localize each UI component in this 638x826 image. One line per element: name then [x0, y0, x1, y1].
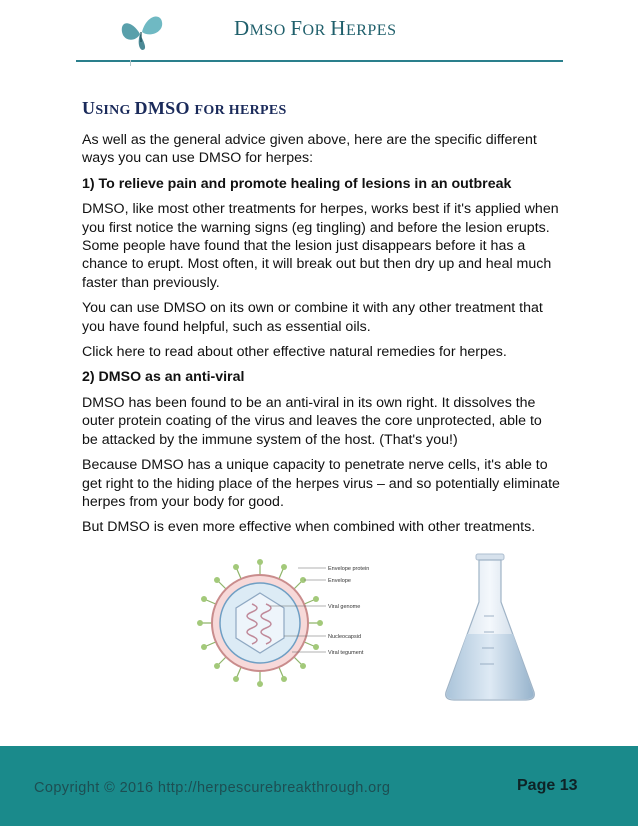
page-footer — [0, 746, 638, 826]
page-number: Page 13 — [517, 777, 578, 794]
header-rule-tick — [130, 60, 131, 66]
virus-diagram-icon — [200, 556, 370, 690]
page-content — [82, 98, 560, 544]
intro-paragraph: As well as the general advice given above, here are the specific different ways you can use DMSO for herpes: — [82, 132, 537, 167]
page-header — [0, 0, 638, 66]
virus-label-viral-tegument: Viral tegument — [328, 650, 364, 656]
virus-label-envelope: Envelope — [328, 578, 351, 584]
paragraph-anti-viral: DMSO has been found to be an anti-viral in its own right. It dissolves the outer protein coating of the virus and leaves the core unprotected, able to be attacked by the immune system of the host. (That's you!) — [82, 394, 542, 448]
subheading-pain-relief: 1) To relieve pain and promote healing of lesions in an outbreak — [82, 175, 512, 192]
paragraph-apply-early: DMSO, like most other treatments for herpes, works best if it's applied when you first notice the warning signs (eg tingling) and before the lesion erupts. Some people have found that the lesion just disappears before it has a chance to erupt. Most often, it will break out but then dry up and heal much faster than previously. — [82, 201, 559, 291]
butterfly-icon — [118, 12, 164, 52]
flask-icon — [440, 552, 540, 704]
copyright-text: Copyright © 2016 http://herpescurebreakthrough.org — [34, 780, 391, 796]
virus-label-viral-genome: Viral genome — [328, 604, 361, 610]
figures — [0, 550, 638, 710]
virus-label-nucleocapsid: Nucleocapsid — [328, 634, 362, 640]
header-rule — [76, 60, 563, 62]
paragraph-click-here: Click here to read about other effective natural remedies for herpes. — [82, 344, 507, 361]
header-title: DMSO FOR HERPES — [234, 16, 397, 40]
subheading-anti-viral: 2) DMSO as an anti-viral — [82, 369, 245, 386]
paragraph-more-effective: But DMSO is even more effective when combined with other treatments. — [82, 519, 536, 536]
paragraph-combine: You can use DMSO on its own or combine it with any other treatment that you have found helpful, such as essential oils. — [82, 300, 543, 335]
section-title: USING DMSO FOR HERPES — [82, 98, 287, 118]
paragraph-nerve-cells: Because DMSO has a unique capacity to penetrate nerve cells, it's able to get right to the hiding place of the herpes virus – and so potentially eliminate herpes from your body for good. — [82, 457, 560, 510]
virus-label-envelope-protein: Envelope protein — [328, 566, 370, 572]
